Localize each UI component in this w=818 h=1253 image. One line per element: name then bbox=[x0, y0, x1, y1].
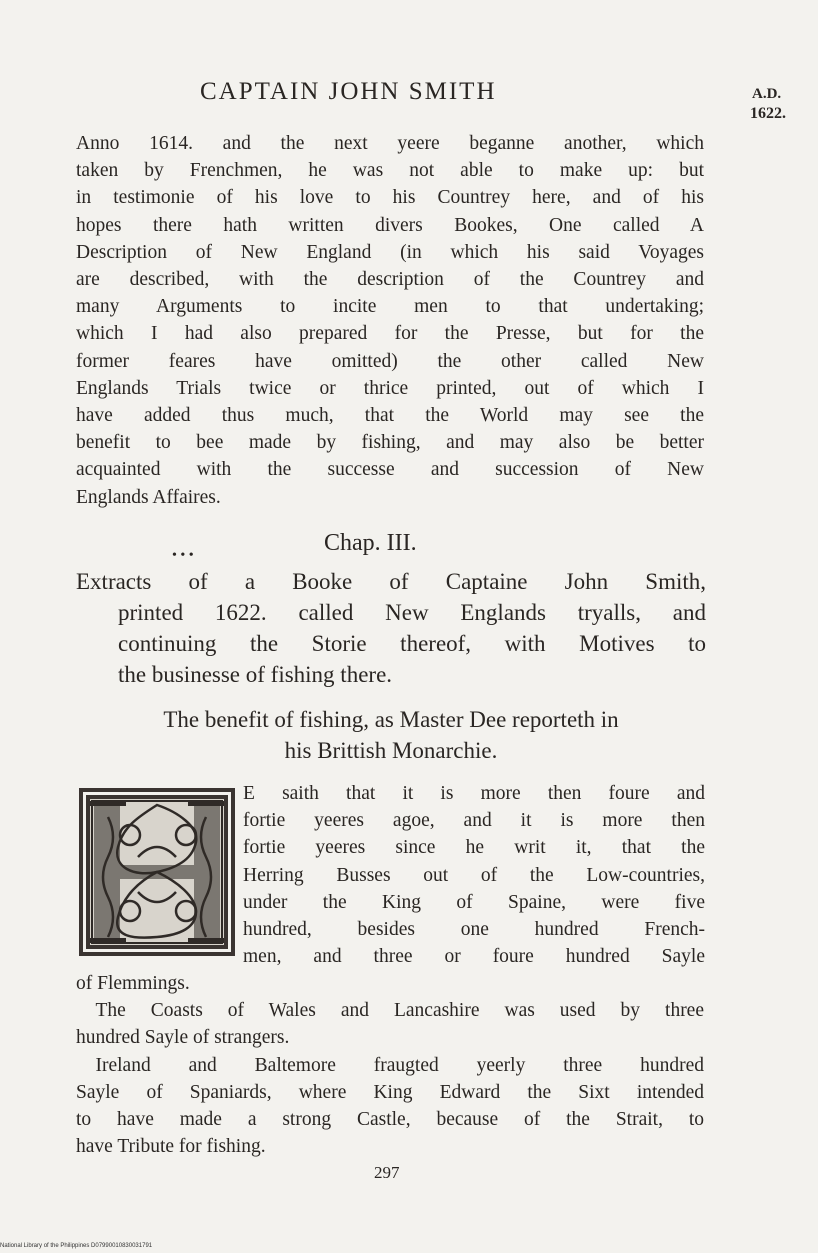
heading-line: printed 1622. called New Englands tryalls, and bbox=[118, 600, 706, 625]
text-line: in testimonie of his love to his Countrey here, and of his bbox=[76, 187, 704, 209]
text-line: hundred, besides one hundred French- bbox=[243, 919, 705, 941]
text-line: hopes there hath written divers Bookes, One called A bbox=[76, 214, 704, 236]
text-line: have Tribute for fishing. bbox=[76, 1136, 266, 1158]
heading-line: continuing the Storie thereof, with Motives to bbox=[118, 631, 706, 656]
text-line: have added thus much, that the World may see the bbox=[76, 405, 704, 427]
text-line: taken by Frenchmen, he was not able to make up: but bbox=[76, 160, 704, 182]
chapter-heading: Chap. III. bbox=[324, 530, 417, 556]
continuation-paragraph bbox=[76, 970, 704, 1160]
heading-line: his Brittish Monarchie. bbox=[284, 738, 498, 763]
dropcap-paragraph bbox=[243, 780, 705, 970]
scan-credit: National Library of the Philippines D07990010830031791 bbox=[0, 1243, 153, 1249]
text-line: Englands Affaires. bbox=[76, 486, 221, 508]
margin-year: 1622. bbox=[750, 105, 786, 122]
text-line: many Arguments to incite men to that undertaking; bbox=[76, 296, 704, 318]
margin-era: A.D. bbox=[752, 86, 782, 102]
extracts-heading bbox=[76, 566, 706, 690]
text-line: Ireland and Baltemore fraugted yeerly three hundred bbox=[76, 1054, 704, 1076]
text-line: E saith that it is more then foure and bbox=[243, 783, 705, 804]
text-line: Englands Trials twice or thrice printed, out of which I bbox=[76, 377, 704, 399]
text-line: hundred Sayle of strangers. bbox=[76, 1027, 290, 1049]
text-line: benefit to bee made by fishing, and may also be better bbox=[76, 432, 704, 454]
chapter-ornament: • • • bbox=[172, 548, 194, 563]
text-line: men, and three or foure hundred Sayle bbox=[243, 946, 705, 968]
text-line: acquainted with the successe and succession of New bbox=[76, 459, 704, 481]
page-number: 297 bbox=[374, 1163, 400, 1182]
decorated-initial-h bbox=[78, 787, 236, 957]
running-title: CAPTAIN JOHN SMITH bbox=[200, 78, 497, 105]
text-line: fortie yeeres agoe, and it is more then bbox=[243, 810, 705, 832]
text-line: to have made a strong Castle, because of the Strait, to bbox=[76, 1109, 704, 1131]
text-line: are described, with the description of the Countrey and bbox=[76, 269, 704, 291]
benefit-heading bbox=[76, 704, 706, 766]
opening-paragraph bbox=[76, 130, 704, 511]
text-line: Description of New England (in which his said Voyages bbox=[76, 241, 704, 263]
text-line: which I had also prepared for the Presse, but for the bbox=[76, 323, 704, 345]
text-line: Sayle of Spaniards, where King Edward the Sixt intended bbox=[76, 1081, 704, 1103]
text-line: Anno 1614. and the next yeere beganne another, which bbox=[76, 133, 704, 154]
text-line: fortie yeeres since he writ it, that the bbox=[243, 837, 705, 859]
text-line: under the King of Spaine, were five bbox=[243, 891, 705, 913]
text-line: Herring Busses out of the Low-countries, bbox=[243, 864, 705, 886]
heading-line: Extracts of a Booke of Captaine John Smith, bbox=[76, 569, 706, 594]
text-line: former feares have omitted) the other called New bbox=[76, 350, 704, 372]
text-line: of Flemmings. bbox=[76, 973, 190, 994]
heading-line: the businesse of fishing there. bbox=[118, 662, 393, 687]
margin-date-note bbox=[752, 84, 786, 124]
heading-line: The benefit of fishing, as Master Dee reporteth in bbox=[163, 707, 619, 732]
text-line: The Coasts of Wales and Lancashire was used by three bbox=[76, 1000, 704, 1022]
